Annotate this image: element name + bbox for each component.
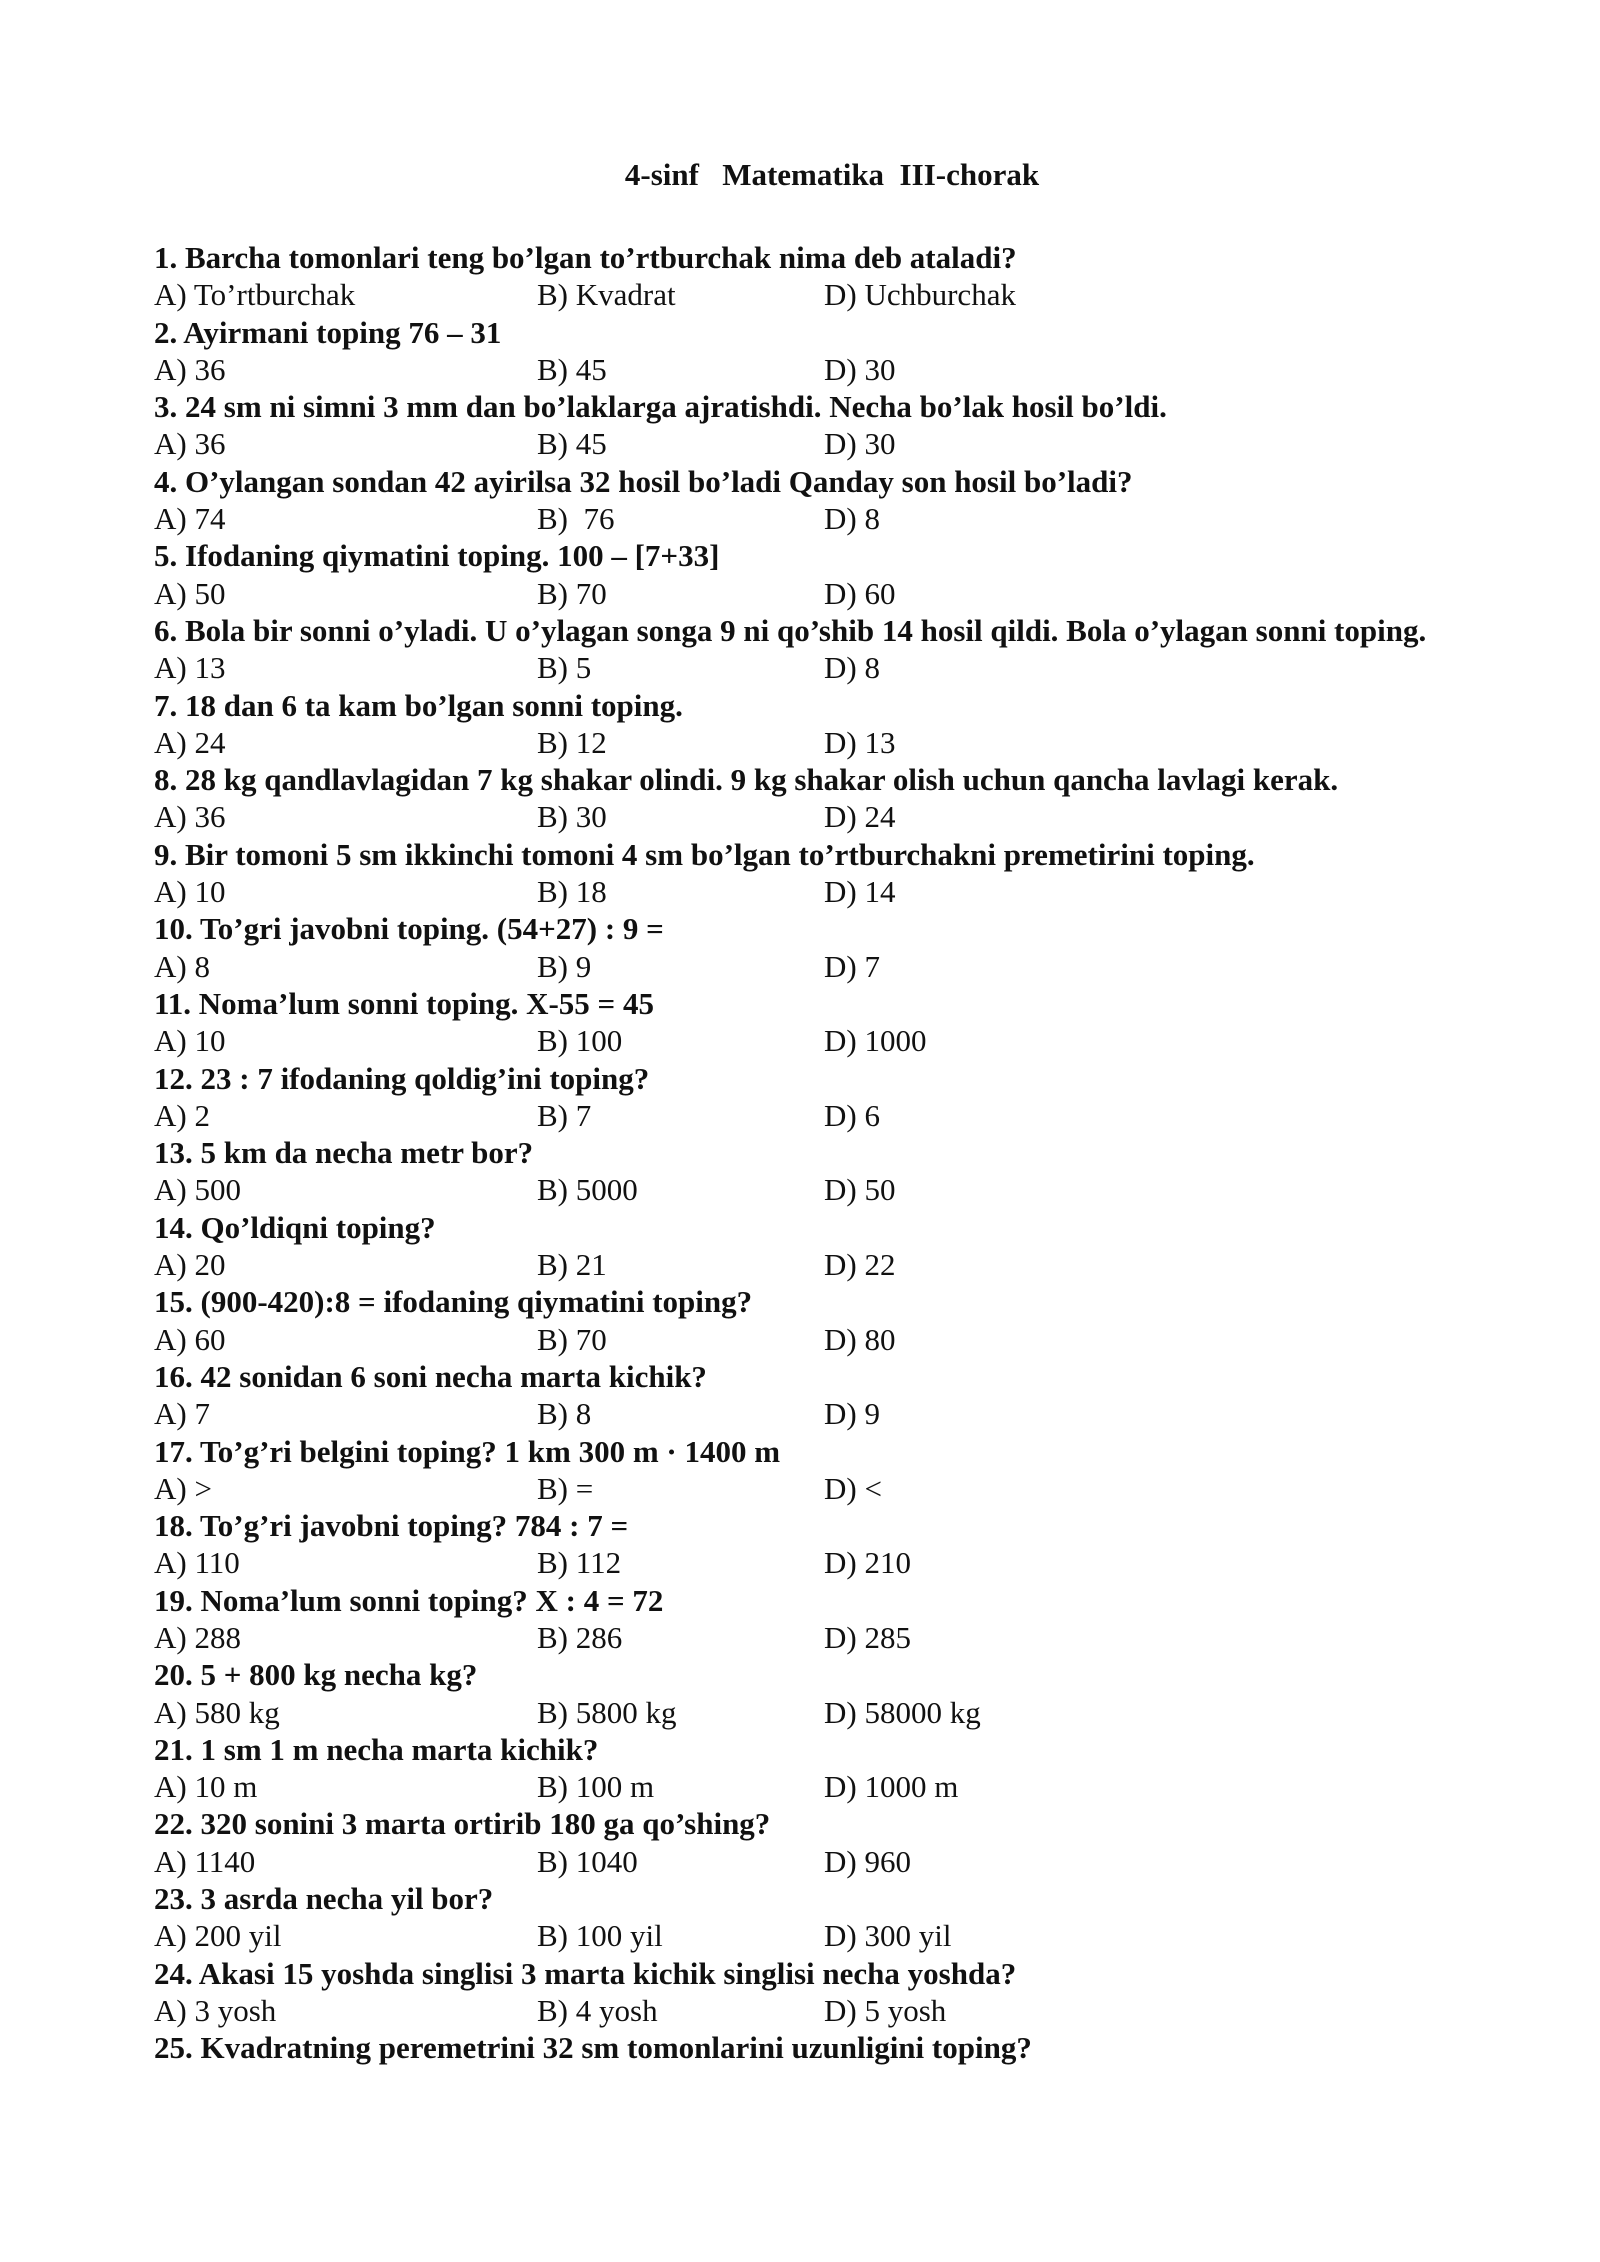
option-a: A) 74 bbox=[154, 501, 226, 537]
question-text: 15. (900-420):8 = ifodaning qiymatini toping? bbox=[154, 1284, 753, 1320]
option-b: B) 100 yil bbox=[537, 1918, 663, 1954]
option-b: B) 5000 bbox=[537, 1172, 638, 1208]
question-item bbox=[154, 463, 1480, 538]
option-d: D) 14 bbox=[824, 874, 896, 910]
option-d: D) 300 yil bbox=[824, 1918, 952, 1954]
question-text: 16. 42 sonidan 6 soni necha marta kichik? bbox=[154, 1358, 707, 1394]
option-d: D) 8 bbox=[824, 650, 880, 686]
question-text: 11. Noma’lum sonni toping. X-55 = 45 bbox=[154, 985, 654, 1021]
option-b: B) 1040 bbox=[537, 1843, 638, 1879]
question-text: 10. To’gri javobni toping. (54+27) : 9 = bbox=[154, 911, 664, 947]
option-b: B) 45 bbox=[537, 351, 607, 387]
option-d: D) 285 bbox=[824, 1619, 911, 1655]
answer-options bbox=[154, 1619, 1480, 1656]
option-b: B) Kvadrat bbox=[537, 277, 676, 313]
question-item bbox=[154, 761, 1480, 836]
option-b: B) 76 bbox=[537, 501, 615, 537]
question-text: 4. O’ylangan sondan 42 ayirilsa 32 hosil bo’ladi Qanday son hosil bo’ladi? bbox=[154, 463, 1133, 499]
option-d: D) 6 bbox=[824, 1097, 880, 1133]
question-text: 8. 28 kg qandlavlagidan 7 kg shakar olindi. 9 kg shakar olish uchun qancha lavlagi kerak. bbox=[154, 762, 1339, 798]
option-b: B) 45 bbox=[537, 426, 607, 462]
question-item bbox=[154, 1358, 1480, 1433]
option-b: B) 286 bbox=[537, 1619, 623, 1655]
option-b: B) 7 bbox=[537, 1097, 592, 1133]
option-d: D) 13 bbox=[824, 724, 896, 760]
question-text: 3. 24 sm ni simni 3 mm dan bo’laklarga ajratishdi. Necha bo’lak hosil bo’ldi. bbox=[154, 389, 1167, 425]
option-a: A) 200 yil bbox=[154, 1918, 282, 1954]
option-d: D) 9 bbox=[824, 1396, 880, 1432]
question-item bbox=[154, 1582, 1480, 1657]
option-a: A) 500 bbox=[154, 1172, 241, 1208]
option-a: A) 13 bbox=[154, 650, 226, 686]
option-b: B) 21 bbox=[537, 1247, 607, 1283]
answer-options bbox=[154, 1694, 1480, 1731]
option-d: D) 8 bbox=[824, 501, 880, 537]
question-text: 20. 5 + 800 kg necha kg? bbox=[154, 1657, 478, 1693]
option-a: A) 580 kg bbox=[154, 1694, 280, 1730]
option-a: A) 3 yosh bbox=[154, 1992, 277, 2028]
question-item bbox=[154, 1060, 1480, 1135]
option-a: A) 36 bbox=[154, 351, 226, 387]
answer-options bbox=[154, 1022, 1480, 1059]
option-a: A) 36 bbox=[154, 426, 226, 462]
answer-options bbox=[154, 500, 1480, 537]
option-b: B) 12 bbox=[537, 724, 607, 760]
question-text: 9. Bir tomoni 5 sm ikkinchi tomoni 4 sm bo’lgan to’rtburchakni premetirini toping. bbox=[154, 836, 1255, 872]
question-text: 2. Ayirmani toping 76 – 31 bbox=[154, 314, 502, 350]
option-b: B) 100 m bbox=[537, 1769, 655, 1805]
option-b: B) 4 yosh bbox=[537, 1992, 658, 2028]
question-item bbox=[154, 1433, 1480, 1508]
question-item bbox=[154, 239, 1480, 314]
option-b: B) 100 bbox=[537, 1023, 623, 1059]
question-item bbox=[154, 2029, 1480, 2066]
option-d: D) 24 bbox=[824, 799, 896, 835]
answer-options bbox=[154, 1917, 1480, 1954]
question-text: 13. 5 km da necha metr bor? bbox=[154, 1135, 534, 1171]
option-a: A) 50 bbox=[154, 575, 226, 611]
document-title: 4-sinf Matematika III-chorak bbox=[624, 157, 1040, 192]
question-text: 21. 1 sm 1 m necha marta kichik? bbox=[154, 1731, 599, 1767]
option-d: D) 1000 m bbox=[824, 1769, 959, 1805]
option-d: D) 210 bbox=[824, 1545, 911, 1581]
option-d: D) 5 yosh bbox=[824, 1992, 947, 2028]
option-a: A) 36 bbox=[154, 799, 226, 835]
option-a: A) 10 m bbox=[154, 1769, 258, 1805]
answer-options bbox=[154, 1321, 1480, 1358]
option-a: A) 7 bbox=[154, 1396, 210, 1432]
question-item bbox=[154, 1731, 1480, 1806]
option-b: B) 5 bbox=[537, 650, 592, 686]
answer-options bbox=[154, 798, 1480, 835]
option-d: D) 50 bbox=[824, 1172, 896, 1208]
answer-options bbox=[154, 276, 1480, 313]
answer-options bbox=[154, 649, 1480, 686]
question-item bbox=[154, 910, 1480, 985]
option-a: A) > bbox=[154, 1470, 212, 1506]
option-a: A) 8 bbox=[154, 948, 210, 984]
answer-options bbox=[154, 1470, 1480, 1507]
answer-options bbox=[154, 1768, 1480, 1805]
option-b: B) 5800 kg bbox=[537, 1694, 677, 1730]
question-text: 5. Ifodaning qiymatini toping. 100 – [7+33] bbox=[154, 538, 720, 574]
option-b: B) 70 bbox=[537, 575, 607, 611]
answer-options bbox=[154, 425, 1480, 462]
option-d: D) < bbox=[824, 1470, 882, 1506]
option-a: A) 60 bbox=[154, 1321, 226, 1357]
question-item bbox=[154, 836, 1480, 911]
question-item bbox=[154, 1134, 1480, 1209]
question-item bbox=[154, 612, 1480, 687]
answer-options bbox=[154, 1171, 1480, 1208]
answer-options bbox=[154, 1097, 1480, 1134]
option-b: B) 8 bbox=[537, 1396, 592, 1432]
question-item bbox=[154, 1209, 1480, 1284]
question-item bbox=[154, 1656, 1480, 1731]
question-text: 25. Kvadratning peremetrini 32 sm tomonlarini uzunligini toping? bbox=[154, 2030, 1032, 2066]
question-text: 18. To’g’ri javobni toping? 784 : 7 = bbox=[154, 1508, 629, 1544]
option-a: A) 110 bbox=[154, 1545, 240, 1581]
option-b: B) = bbox=[537, 1470, 594, 1506]
answer-options bbox=[154, 1843, 1480, 1880]
question-item bbox=[154, 1880, 1480, 1955]
option-a: A) 1140 bbox=[154, 1843, 256, 1879]
option-b: B) 30 bbox=[537, 799, 607, 835]
question-text: 7. 18 dan 6 ta kam bo’lgan sonni toping. bbox=[154, 687, 683, 723]
question-item bbox=[154, 1507, 1480, 1582]
answer-options bbox=[154, 1544, 1480, 1581]
question-list bbox=[154, 239, 1480, 2067]
answer-options bbox=[154, 948, 1480, 985]
question-text: 6. Bola bir sonni o’yladi. U o’ylagan songa 9 ni qo’shib 14 hosil qildi. Bola o’ylagan sonni toping. bbox=[154, 612, 1427, 648]
option-d: D) 30 bbox=[824, 426, 896, 462]
option-d: D) 7 bbox=[824, 948, 880, 984]
answer-options bbox=[154, 351, 1480, 388]
answer-options bbox=[154, 1992, 1480, 2029]
option-a: A) To’rtburchak bbox=[154, 277, 356, 313]
option-b: B) 70 bbox=[537, 1321, 607, 1357]
question-text: 17. To’g’ri belgini toping? 1 km 300 m · 1400 m bbox=[154, 1433, 781, 1469]
option-a: A) 288 bbox=[154, 1619, 241, 1655]
option-d: D) 960 bbox=[824, 1843, 911, 1879]
option-d: D) 1000 bbox=[824, 1023, 927, 1059]
option-a: A) 10 bbox=[154, 874, 226, 910]
question-text: 1. Barcha tomonlari teng bo’lgan to’rtburchak nima deb ataladi? bbox=[154, 240, 1017, 275]
option-a: A) 10 bbox=[154, 1023, 226, 1059]
option-b: B) 112 bbox=[537, 1545, 622, 1581]
question-text: 23. 3 asrda necha yil bor? bbox=[154, 1881, 494, 1917]
question-text: 12. 23 : 7 ifodaning qoldig’ini toping? bbox=[154, 1060, 650, 1096]
question-item bbox=[154, 388, 1480, 463]
option-d: D) 60 bbox=[824, 575, 896, 611]
question-item bbox=[154, 1955, 1480, 2030]
option-a: A) 2 bbox=[154, 1097, 210, 1133]
question-item bbox=[154, 1805, 1480, 1880]
option-d: D) 80 bbox=[824, 1321, 896, 1357]
answer-options bbox=[154, 1395, 1480, 1432]
option-d: D) 22 bbox=[824, 1247, 896, 1283]
answer-options bbox=[154, 724, 1480, 761]
option-d: D) 30 bbox=[824, 351, 896, 387]
question-text: 19. Noma’lum sonni toping? X : 4 = 72 bbox=[154, 1582, 664, 1618]
option-a: A) 24 bbox=[154, 724, 226, 760]
option-d: D) Uchburchak bbox=[824, 277, 1016, 313]
question-text: 14. Qo’ldiqni toping? bbox=[154, 1209, 436, 1245]
question-item bbox=[154, 1283, 1480, 1358]
answer-options bbox=[154, 1246, 1480, 1283]
question-item bbox=[154, 537, 1480, 612]
question-item bbox=[154, 687, 1480, 762]
option-b: B) 18 bbox=[537, 874, 607, 910]
question-item bbox=[154, 985, 1480, 1060]
question-text: 24. Akasi 15 yoshda singlisi 3 marta kichik singlisi necha yoshda? bbox=[154, 1955, 1017, 1991]
option-a: A) 20 bbox=[154, 1247, 226, 1283]
question-text: 22. 320 sonini 3 marta ortirib 180 ga qo’shing? bbox=[154, 1806, 771, 1842]
option-b: B) 9 bbox=[537, 948, 592, 984]
option-d: D) 58000 kg bbox=[824, 1694, 981, 1730]
answer-options bbox=[154, 575, 1480, 612]
question-item bbox=[154, 314, 1480, 389]
answer-options bbox=[154, 873, 1480, 910]
